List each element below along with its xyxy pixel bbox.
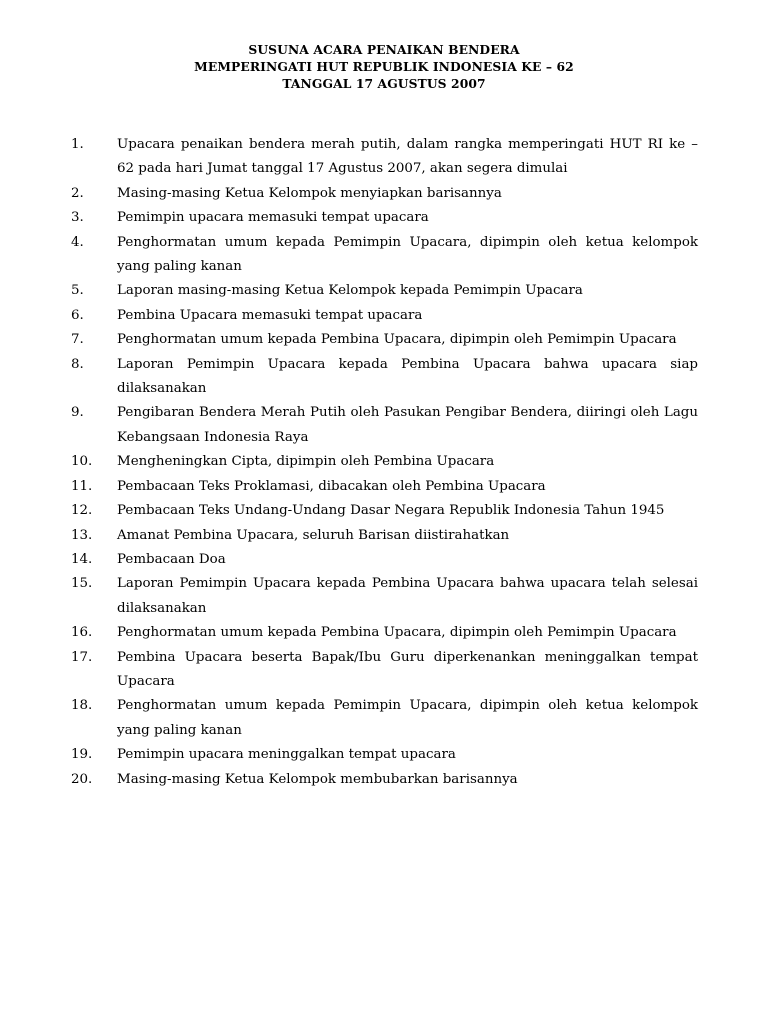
item-number: 16.	[71, 625, 93, 641]
list-item	[71, 450, 698, 474]
list-item	[71, 401, 698, 450]
item-number: 7.	[71, 332, 84, 348]
list-item	[71, 621, 698, 645]
item-text: Pemimpin upacara meninggalkan tempat upacara	[117, 747, 456, 763]
item-number: 14.	[71, 551, 93, 567]
item-text: Penghormatan umum kepada Pemimpin Upacara, dipimpin oleh ketua kelompok yang paling kanan	[117, 234, 698, 275]
item-number: 1.	[71, 137, 84, 152]
item-text: Laporan Pemimpin Upacara kepada Pembina Upacara bahwa upacara telah selesai dilaksanakan	[117, 576, 698, 616]
agenda-list	[71, 133, 698, 792]
header-subtitle: MEMPERINGATI HUT REPUBLIK INDONESIA KE – 62	[194, 59, 574, 74]
list-item	[71, 768, 698, 792]
list-item	[71, 694, 698, 743]
list-item	[71, 475, 698, 499]
item-text: Pembacaan Teks Undang-Undang Dasar Negara Republik Indonesia Tahun 1945	[117, 503, 665, 519]
item-text: Masing-masing Ketua Kelompok membubarkan barisannya	[117, 771, 518, 787]
list-item	[71, 499, 698, 523]
item-number: 13.	[71, 527, 93, 543]
item-number: 2.	[71, 185, 84, 201]
list-item	[71, 743, 698, 767]
list-item	[71, 646, 698, 695]
item-number: 12.	[71, 503, 93, 519]
list-item	[71, 206, 698, 230]
document-header	[0, 41, 768, 92]
item-text: Pemimpin upacara memasuki tempat upacara	[117, 210, 429, 226]
list-item	[71, 182, 698, 206]
list-item	[71, 524, 698, 548]
item-number: 5.	[71, 283, 84, 299]
item-text: Amanat Pembina Upacara, seluruh Barisan diistirahatkan	[117, 527, 510, 543]
item-text: Penghormatan umum kepada Pembina Upacara, dipimpin oleh Pemimpin Upacara	[117, 625, 677, 641]
item-number: 6.	[71, 307, 84, 323]
item-number: 8.	[71, 356, 84, 372]
item-number: 9.	[71, 405, 84, 421]
item-text: Upacara penaikan bendera merah putih, dalam rangka memperingati HUT RI ke – 62 pada hari Jumat tanggal 17 Agustus 2007, akan segera dimulai	[117, 137, 698, 177]
list-item	[71, 279, 698, 303]
list-item	[71, 231, 698, 280]
list-item	[71, 548, 698, 572]
item-number: 4.	[71, 234, 84, 250]
list-item	[71, 353, 698, 402]
item-number: 15.	[71, 576, 93, 592]
item-text: Laporan masing-masing Ketua Kelompok kepada Pemimpin Upacara	[117, 283, 583, 299]
item-text: Penghormatan umum kepada Pemimpin Upacara, dipimpin oleh ketua kelompok yang paling kanan	[117, 698, 698, 738]
header-date: TANGGAL 17 AGUSTUS 2007	[282, 76, 486, 91]
item-number: 19.	[71, 747, 93, 763]
item-number: 20.	[71, 771, 93, 787]
item-number: 11.	[71, 478, 93, 494]
list-item	[71, 572, 698, 621]
item-text: Pembina Upacara memasuki tempat upacara	[117, 307, 423, 323]
list-item	[71, 304, 698, 328]
item-text: Pembacaan Doa	[117, 551, 226, 567]
list-item	[71, 328, 698, 352]
item-number: 17.	[71, 649, 93, 665]
item-text: Mengheningkan Cipta, dipimpin oleh Pembina Upacara	[117, 454, 495, 470]
item-text: Pembacaan Teks Proklamasi, dibacakan oleh Pembina Upacara	[117, 478, 546, 494]
header-title: SUSUNA ACARA PENAIKAN BENDERA	[248, 42, 520, 57]
item-number: 3.	[71, 210, 84, 226]
item-text: Pengibaran Bendera Merah Putih oleh Pasukan Pengibar Bendera, diiringi oleh Lagu Kebangsaan Indonesia Raya	[117, 405, 698, 445]
list-item	[71, 133, 698, 182]
item-number: 18.	[71, 698, 93, 714]
item-text: Laporan Pemimpin Upacara kepada Pembina Upacara bahwa upacara siap dilaksanakan	[117, 356, 698, 397]
item-text: Penghormatan umum kepada Pembina Upacara, dipimpin oleh Pemimpin Upacara	[117, 332, 677, 348]
item-text: Pembina Upacara beserta Bapak/Ibu Guru diperkenankan meninggalkan tempat Upacara	[117, 649, 698, 689]
item-number: 10.	[71, 454, 93, 470]
item-text: Masing-masing Ketua Kelompok menyiapkan barisannya	[117, 185, 502, 201]
